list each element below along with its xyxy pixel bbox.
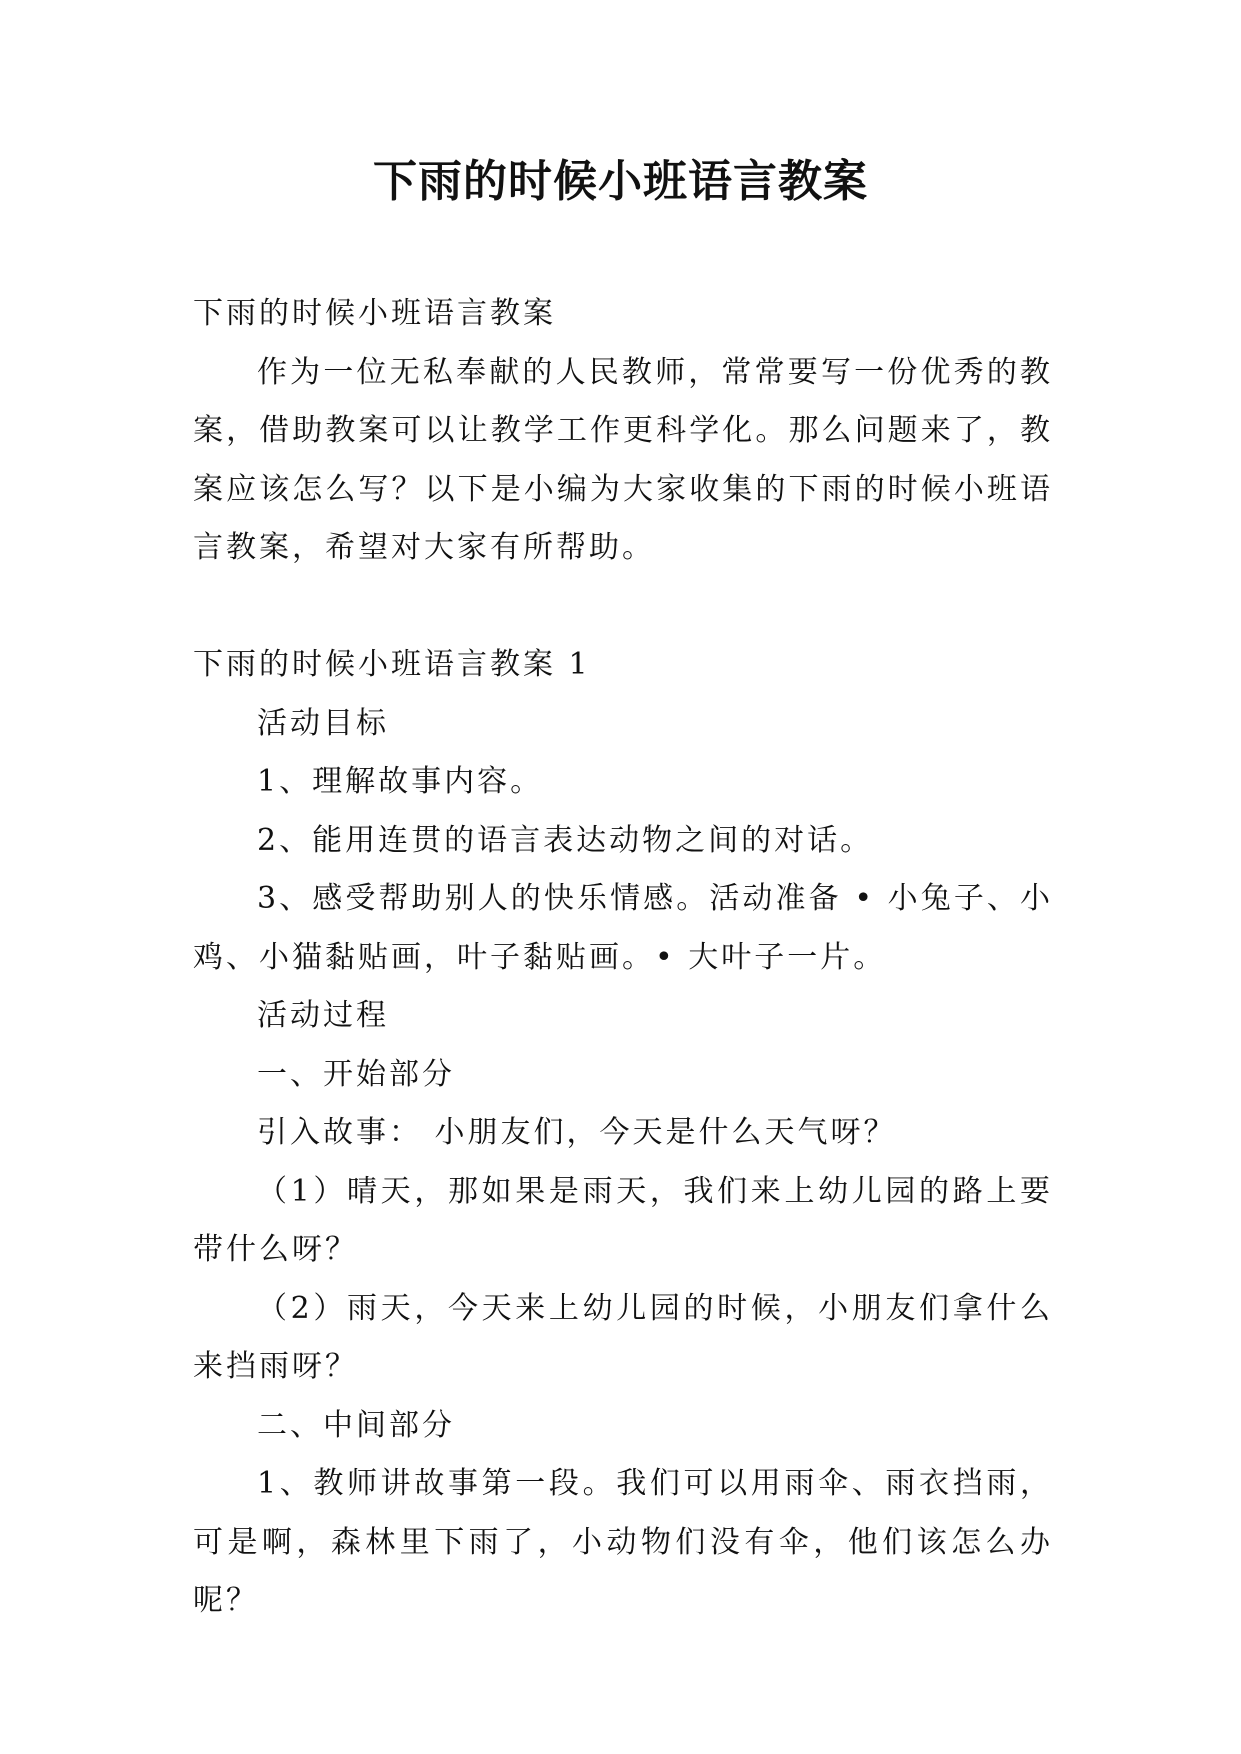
goal-item: 3、感受帮助别人的快乐情感。活动准备 • 小兔子、小鸡、小猫黏贴画，叶子黏贴画。• 大叶子一片。	[193, 881, 1053, 975]
part-heading: 一、开始部分	[257, 1056, 455, 1092]
blank-line	[193, 578, 1053, 637]
activity-goals-heading: 活动目标	[257, 705, 389, 741]
part-heading: 二、中间部分	[257, 1407, 455, 1443]
intro-paragraph: 作为一位无私奉献的人民教师，常常要写一份优秀的教案，借助教案可以让教学工作更科学化。那么问题来了，教案应该怎么写？以下是小编为大家收集的下雨的时候小班语言教案，希望对大家有所帮助。	[193, 354, 1053, 565]
story-paragraph: 1、教师讲故事第一段。我们可以用雨伞、雨衣挡雨，可是啊，森林里下雨了，小动物们没有伞，他们该怎么办呢？	[193, 1466, 1053, 1618]
document-title: 下雨的时候小班语言教案	[373, 156, 868, 207]
activity-process-heading: 活动过程	[257, 998, 389, 1033]
question-paragraph: （1）晴天，那如果是雨天，我们来上幼儿园的路上要带什么呀？	[193, 1173, 1053, 1267]
section-heading: 下雨的时候小班语言教案 1	[193, 647, 591, 682]
goal-item: 1、理解故事内容。	[257, 764, 544, 799]
story-intro-line: 引入故事： 小朋友们，今天是什么天气呀？	[257, 1115, 897, 1150]
question-paragraph: （2）雨天，今天来上幼儿园的时候，小朋友们拿什么来挡雨呀？	[193, 1290, 1053, 1384]
subtitle-line: 下雨的时候小班语言教案	[193, 296, 556, 331]
goal-item: 2、能用连贯的语言表达动物之间的对话。	[257, 822, 874, 858]
document-body	[193, 285, 1053, 1631]
